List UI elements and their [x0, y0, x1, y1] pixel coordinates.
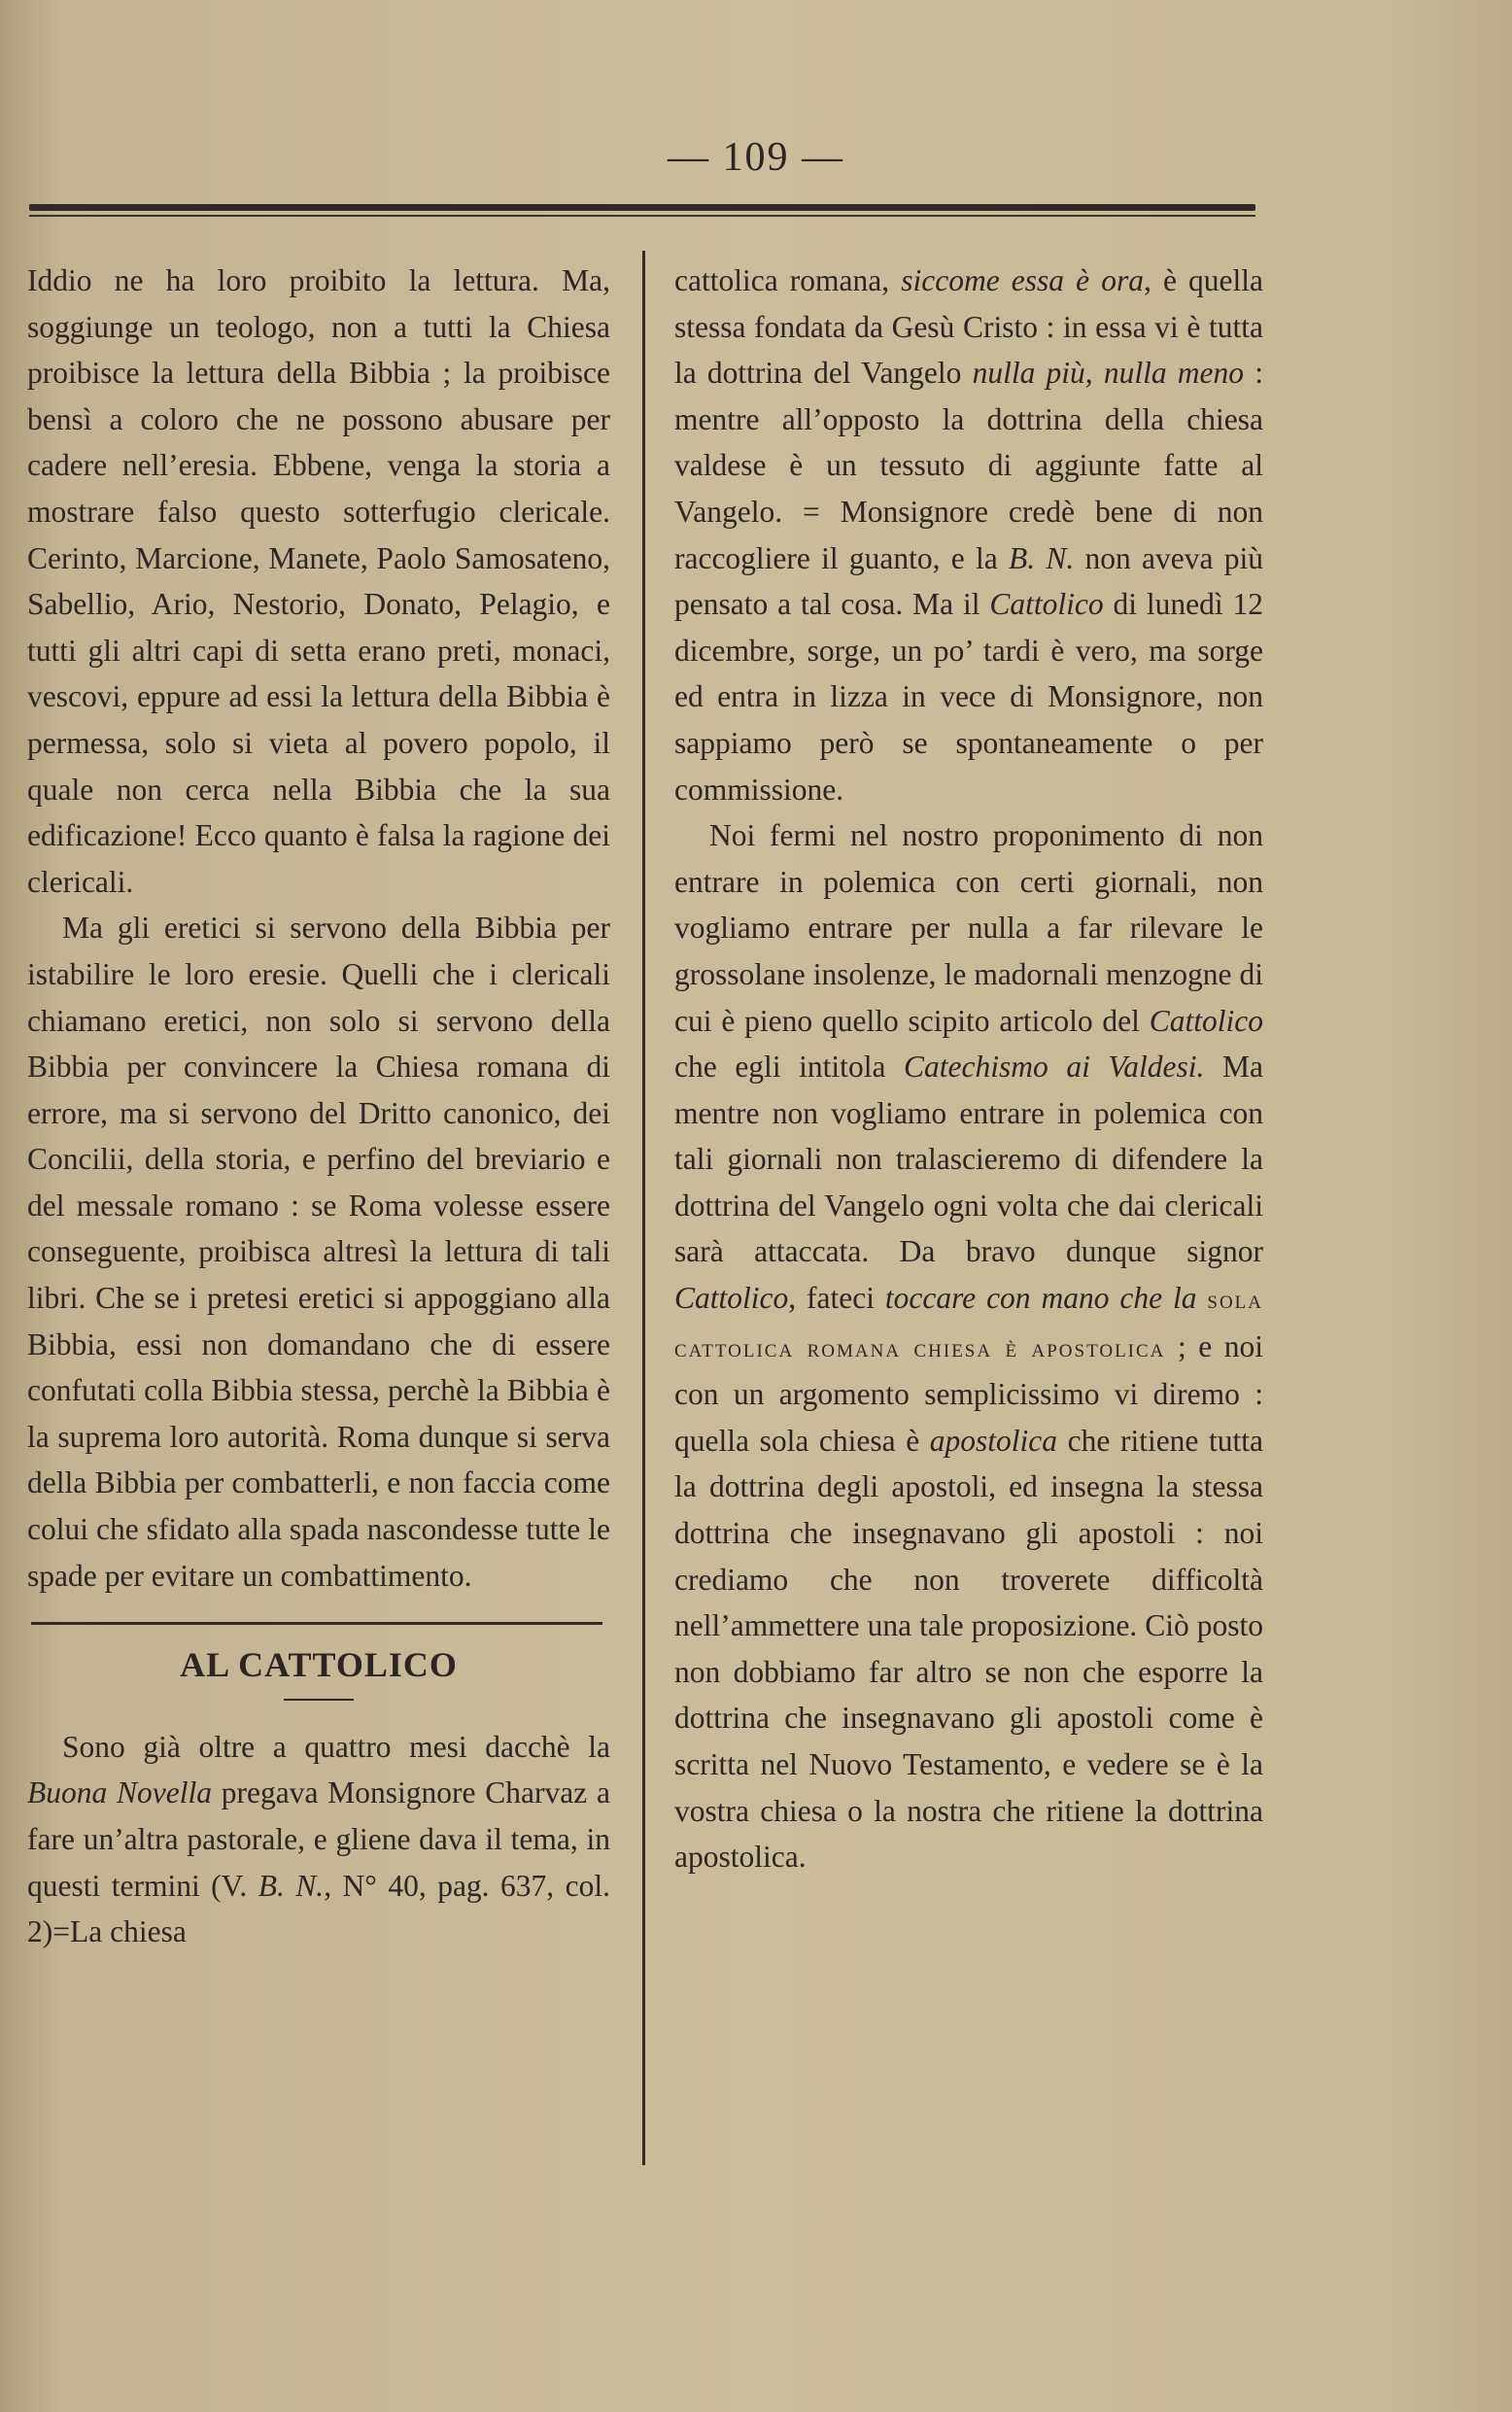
italic-run: Cattolico [1149, 1003, 1263, 1038]
text-run: Noi fermi nel nostro proponimento di non entrare in polemica con certi giornali, non vogliamo entrare per nulla a far rilevare le grossolane insolenze, le madornali menzogne di cui è pieno quello scipito articolo del [674, 818, 1263, 1038]
italic-run: Cattolico [674, 1281, 789, 1316]
header-rule-thin [29, 215, 1255, 217]
left-paragraph-3 [27, 1724, 610, 1955]
text-run: di lunedì 12 dicembre, sorge, un po’ tardi è vero, ma sorge ed entra in lizza in vece di Monsignore, non sappiamo però se spontaneamente o per commissione. [674, 587, 1263, 807]
section-rule [31, 1622, 602, 1625]
right-column [674, 258, 1263, 1880]
italic-run: nulla più, nulla meno [972, 356, 1245, 391]
page-number: — 109 — [668, 135, 844, 180]
text-run: ; e noi con un argomento semplicissimo vi diremo : quella sola chiesa è [674, 1328, 1263, 1458]
text-run: , N° 40, pag. 637, col. 2)=La chiesa [27, 1868, 610, 1949]
italic-run: Catechismo ai Valdesi. [904, 1050, 1205, 1085]
column-divider [642, 251, 645, 2165]
text-run: che ritiene tutta la dottrina degli apostoli, ed insegna la stessa dottrina che insegnavano gli apostoli : noi crediamo che non troverete difficoltà nell’ammettere una tale proposizione. Ciò posto non dobbiamo far altro se non che esporre la dottrina che insegnavano gli apostoli come è scritta nel Nuovo Testamento, e vedere se è la vostra chiesa o la nostra che ritiene la dottrina apostolica. [674, 1423, 1263, 1875]
heading-underline [284, 1699, 354, 1701]
text-run: : mentre all’opposto la dottrina della chiesa valdese è un tessuto di aggiunte fatte al Vangelo. = Monsignore credè bene di non raccogliere il guanto, e la [674, 356, 1263, 575]
section-heading: AL CATTOLICO [180, 1645, 458, 1685]
left-paragraph-1: Iddio ne ha loro proibito la lettura. Ma, soggiunge un teologo, non a tutti la Chiesa proibisce la lettura della Bibbia ; la proibisce bensì a coloro che ne possono abusare per cadere nell’eresia. Ebbene, venga la storia a mostrare falso questo sotterfugio clericale. Cerinto, Marcione, Manete, Paolo Samosateno, Sabellio, Ario, Nestorio, Donato, Pelagio, e tutti gli altri capi di setta erano preti, monaci, vescovi, eppure ad essi la lettura della Bibbia è permessa, solo si vieta al povero popolo, il quale non cerca nella Bibbia che la sua edificazione! Ecco quanto è falsa la ragione dei clericali. [27, 263, 610, 899]
italic-run: siccome essa è ora [901, 263, 1144, 297]
text-run: che egli intitola [674, 1050, 905, 1085]
italic-run: B. N. [1009, 540, 1075, 575]
text-run: , è quella stessa fondata da Gesù Cristo : in essa vi è tutta la dottrina del Vangelo [674, 263, 1263, 391]
text-run: Sono già oltre a quattro mesi dacchè la [62, 1729, 610, 1764]
text-run: cattolica romana, [674, 263, 902, 297]
text-run: pregava Monsignore Charvaz a fare un’altra pastorale, e gliene dava il tema, in questi termini (V. [27, 1775, 611, 1903]
header-rule [29, 204, 1255, 211]
italic-run: Buona Novella [27, 1775, 213, 1810]
italic-run: toccare con mano che la [884, 1281, 1197, 1316]
right-paragraph-2 [674, 812, 1263, 1880]
left-column [27, 258, 610, 1955]
italic-run: apostolica [929, 1423, 1058, 1458]
right-paragraph-1 [674, 258, 1263, 812]
italic-run: B. N. [258, 1868, 325, 1903]
italic-run: Cattolico [989, 587, 1104, 622]
left-paragraph-2: Ma gli eretici si servono della Bibbia per istabilire le loro eresie. Quelli che i clericali chiamano eretici, non solo si servono della Bibbia per convincere la Chiesa romana di errore, ma si servono del Dritto canonico, dei Concilii, della storia, e perfino del breviario e del messale romano : se Roma volesse essere conseguente, proibisca altresì la lettura di tali libri. Che se i pretesi eretici si appoggiano alla Bibbia, essi non domandano che di essere confutati colla Bibbia stessa, perchè la Bibbia è la suprema loro autorità. Roma dunque si serva della Bibbia per combatterli, e non faccia come colui che sfidato alla spada nascondesse tutte le spade per evitare un combattimento. [27, 911, 610, 1593]
small-caps-run: sola cattolica romana chiesa è apostolica [674, 1285, 1264, 1362]
text-run: , fateci [788, 1281, 885, 1316]
text-run: non aveva più pensato a tal cosa. Ma il [674, 540, 1263, 622]
text-run: Ma mentre non vogliamo entrare in polemica con tali giornali non tralascieremo di difendere la dottrina del Vangelo ogni volta che dai clericali sarà attaccata. Da bravo dunque signor [674, 1050, 1263, 1269]
